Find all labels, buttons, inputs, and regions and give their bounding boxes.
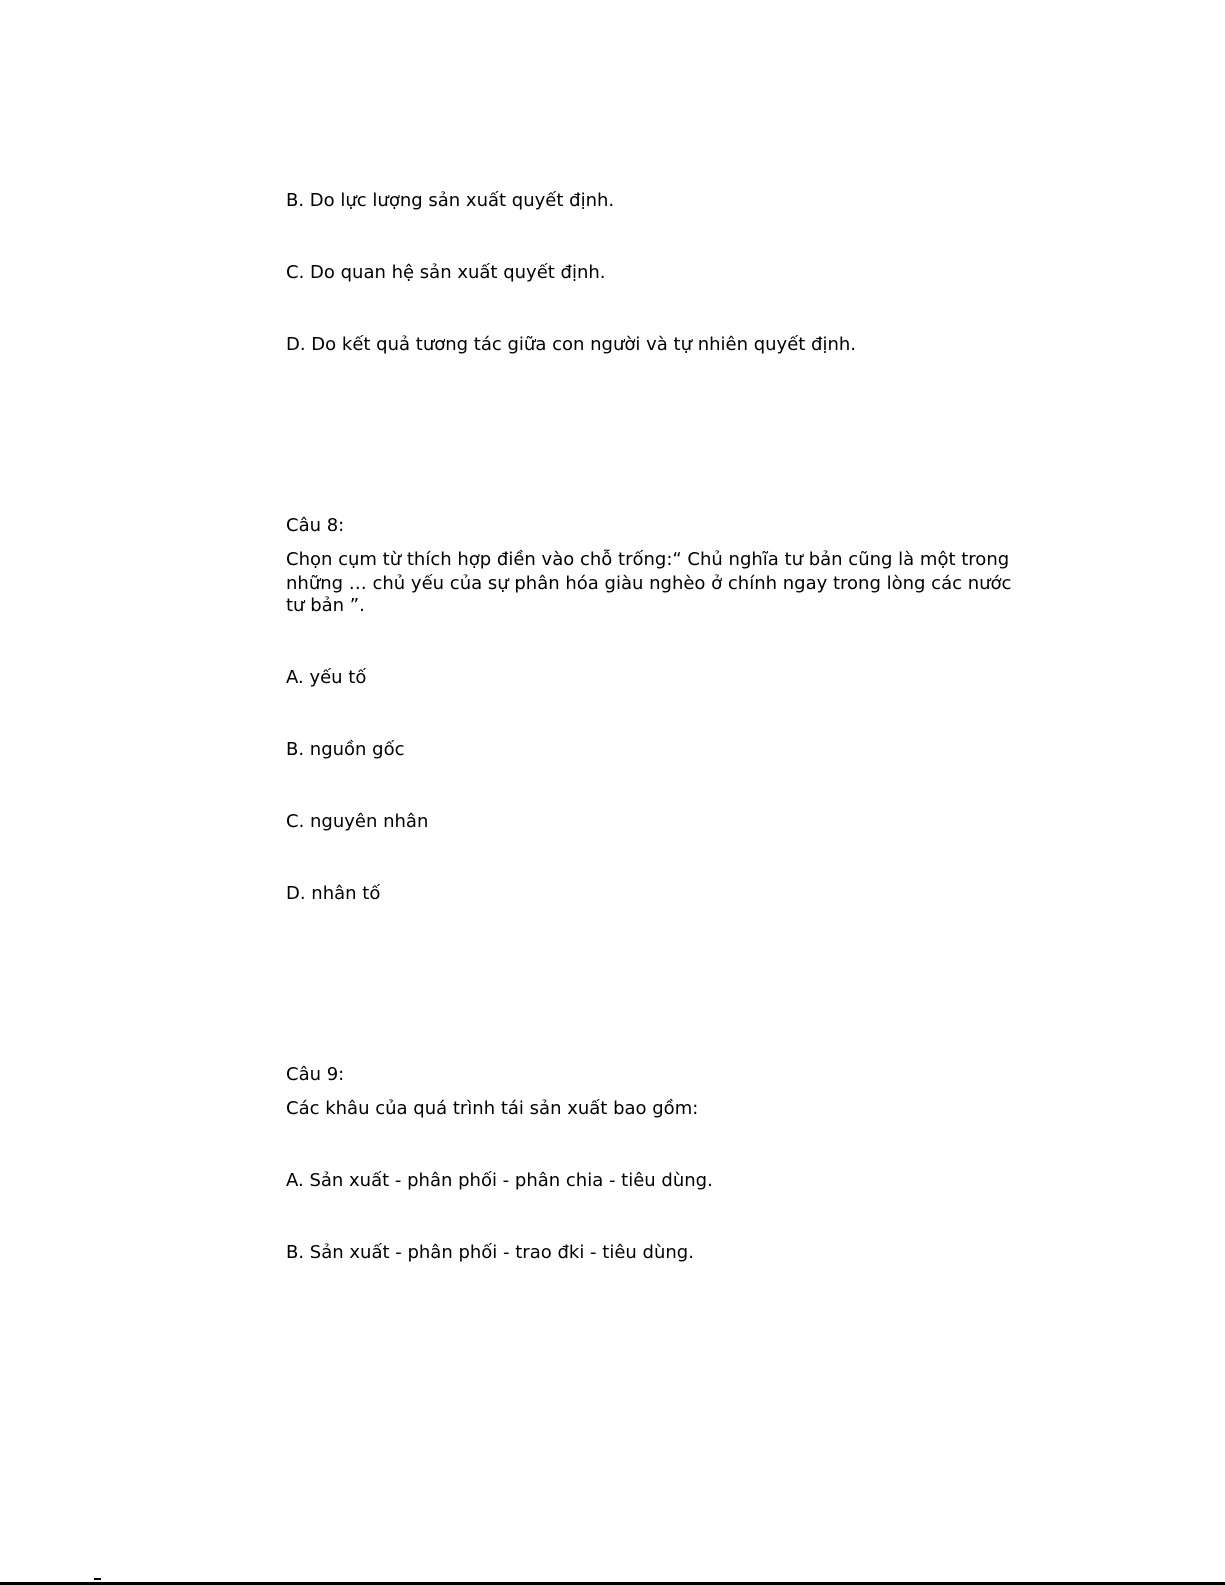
- q9-prompt: Các khâu của quá trình tái sản xuất bao gồm:: [286, 1098, 699, 1119]
- page-edge-mark: [94, 1578, 101, 1580]
- q8-option-b: B. nguồn gốc: [286, 739, 405, 760]
- q7-option-c: C. Do quan hệ sản xuất quyết định.: [286, 262, 606, 283]
- q7-option-d: D. Do kết quả tương tác giữa con người và tự nhiên quyết định.: [286, 334, 857, 355]
- q8-option-d: D. nhân tố: [286, 883, 381, 904]
- q7-option-b: B. Do lực lượng sản xuất quyết định.: [286, 190, 615, 211]
- q8-number: Câu 8:: [286, 515, 345, 536]
- q8-option-a: A. yếu tố: [286, 667, 367, 688]
- q9-option-b: B. Sản xuất - phân phối - trao đki - tiêu dùng.: [286, 1242, 694, 1263]
- q9-option-a: A. Sản xuất - phân phối - phân chia - tiêu dùng.: [286, 1170, 713, 1191]
- q8-prompt-line-1: Chọn cụm từ thích hợp điền vào chỗ trống:“ Chủ nghĩa tư bản cũng là một trong: [286, 549, 1010, 570]
- q8-prompt-line-3: tư bản ”.: [286, 595, 365, 616]
- q8-option-c: C. nguyên nhân: [286, 811, 429, 832]
- q9-number: Câu 9:: [286, 1064, 345, 1085]
- q8-prompt-line-2: những … chủ yếu của sự phân hóa giàu nghèo ở chính ngay trong lòng các nước: [286, 573, 1012, 594]
